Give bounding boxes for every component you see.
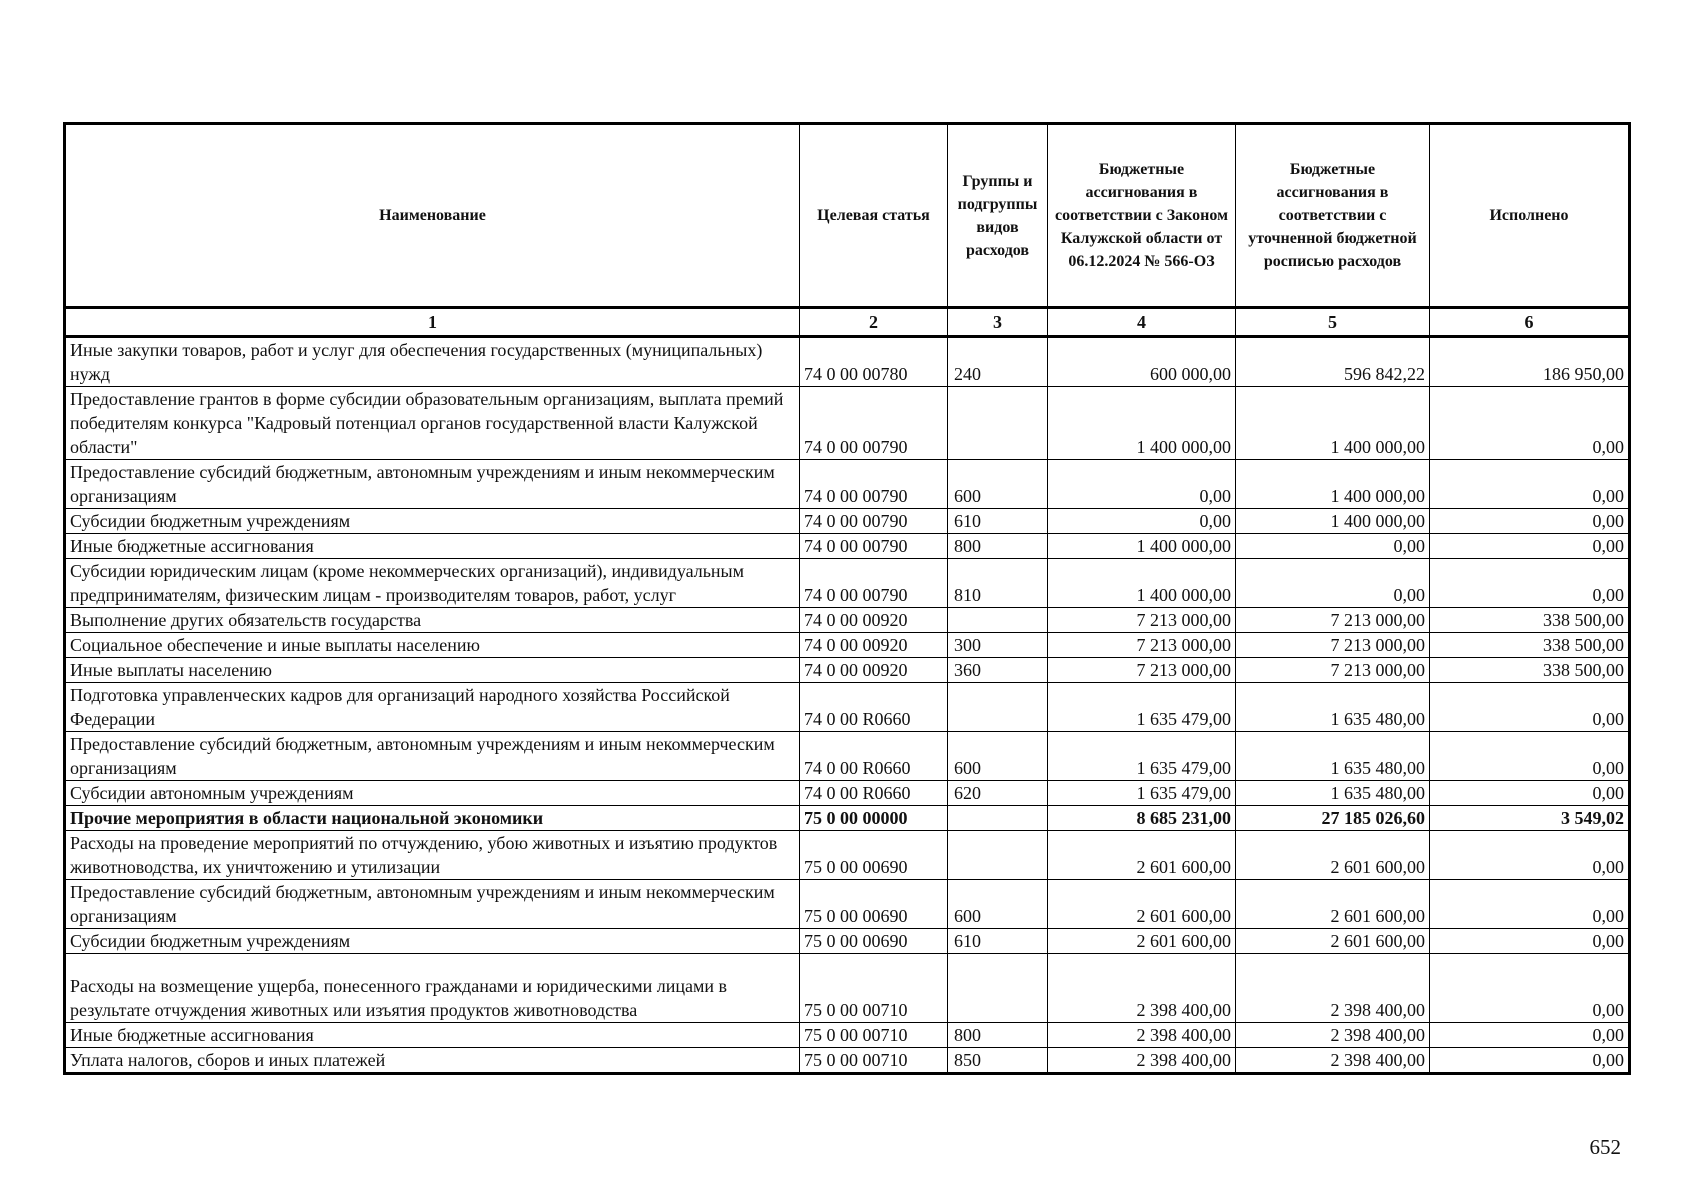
row-law-allocation: 7 213 000,00 — [1048, 658, 1236, 683]
table-row — [65, 658, 1630, 683]
row-expense-group — [948, 806, 1048, 831]
table-row — [65, 633, 1630, 658]
row-refined-allocation: 2 601 600,00 — [1236, 831, 1430, 880]
row-expense-group: 240 — [948, 337, 1048, 387]
row-law-allocation: 2 601 600,00 — [1048, 929, 1236, 954]
row-law-allocation: 7 213 000,00 — [1048, 608, 1236, 633]
row-target-article: 74 0 00 R0660 — [800, 781, 948, 806]
row-expense-group — [948, 608, 1048, 633]
row-name: Расходы на возмещение ущерба, понесенного гражданами и юридическими лицами в результате отчуждения животных или изъятия продуктов животноводства — [65, 954, 800, 1023]
row-expense-group — [948, 387, 1048, 460]
table-row — [65, 954, 1630, 1023]
header-name: Наименование — [65, 124, 800, 308]
row-executed: 0,00 — [1430, 732, 1630, 781]
column-number: 3 — [948, 308, 1048, 337]
row-executed: 0,00 — [1430, 929, 1630, 954]
row-executed: 0,00 — [1430, 781, 1630, 806]
row-executed: 0,00 — [1430, 559, 1630, 608]
table-row — [65, 1048, 1630, 1074]
header-refined-allocations: Бюджетные ассигнования в соответствии с уточненной бюджетной росписью расходов — [1236, 124, 1430, 308]
row-expense-group: 810 — [948, 559, 1048, 608]
row-refined-allocation: 596 842,22 — [1236, 337, 1430, 387]
row-executed: 186 950,00 — [1430, 337, 1630, 387]
row-name: Субсидии юридическим лицам (кроме некоммерческих организаций), индивидуальным предпринимателям, физическим лицам - производителям товаров, работ, услуг — [65, 559, 800, 608]
row-refined-allocation: 1 635 480,00 — [1236, 781, 1430, 806]
row-target-article: 75 0 00 00000 — [800, 806, 948, 831]
row-executed: 0,00 — [1430, 954, 1630, 1023]
row-name: Субсидии бюджетным учреждениям — [65, 929, 800, 954]
column-number: 6 — [1430, 308, 1630, 337]
row-refined-allocation: 2 398 400,00 — [1236, 954, 1430, 1023]
row-target-article: 74 0 00 00790 — [800, 509, 948, 534]
row-expense-group: 620 — [948, 781, 1048, 806]
row-expense-group — [948, 954, 1048, 1023]
row-executed: 0,00 — [1430, 534, 1630, 559]
table-row — [65, 534, 1630, 559]
row-expense-group — [948, 683, 1048, 732]
table-row — [65, 387, 1630, 460]
row-executed: 338 500,00 — [1430, 608, 1630, 633]
row-refined-allocation: 1 400 000,00 — [1236, 387, 1430, 460]
row-refined-allocation: 1 400 000,00 — [1236, 509, 1430, 534]
row-law-allocation: 8 685 231,00 — [1048, 806, 1236, 831]
row-law-allocation: 2 601 600,00 — [1048, 880, 1236, 929]
row-name: Иные выплаты населению — [65, 658, 800, 683]
row-law-allocation: 1 635 479,00 — [1048, 732, 1236, 781]
table-row — [65, 781, 1630, 806]
table-row — [65, 337, 1630, 387]
row-name: Иные бюджетные ассигнования — [65, 534, 800, 559]
row-name: Предоставление субсидий бюджетным, автономным учреждениям и иным некоммерческим организациям — [65, 732, 800, 781]
page-number: 652 — [1589, 1135, 1621, 1159]
row-refined-allocation: 0,00 — [1236, 534, 1430, 559]
row-name: Выполнение других обязательств государства — [65, 608, 800, 633]
row-refined-allocation: 2 601 600,00 — [1236, 880, 1430, 929]
row-target-article: 75 0 00 00710 — [800, 1048, 948, 1074]
row-law-allocation: 2 398 400,00 — [1048, 1048, 1236, 1074]
row-law-allocation: 2 601 600,00 — [1048, 831, 1236, 880]
row-expense-group: 300 — [948, 633, 1048, 658]
row-expense-group: 800 — [948, 534, 1048, 559]
table-row — [65, 683, 1630, 732]
row-target-article: 75 0 00 00690 — [800, 880, 948, 929]
row-target-article: 74 0 00 00790 — [800, 387, 948, 460]
row-law-allocation: 7 213 000,00 — [1048, 633, 1236, 658]
row-executed: 0,00 — [1430, 460, 1630, 509]
row-law-allocation: 1 400 000,00 — [1048, 534, 1236, 559]
row-executed: 0,00 — [1430, 831, 1630, 880]
row-law-allocation: 1 635 479,00 — [1048, 781, 1236, 806]
row-refined-allocation: 7 213 000,00 — [1236, 608, 1430, 633]
row-expense-group: 600 — [948, 460, 1048, 509]
header-target-article: Целевая статья — [800, 124, 948, 308]
row-name: Субсидии бюджетным учреждениям — [65, 509, 800, 534]
row-law-allocation: 1 400 000,00 — [1048, 559, 1236, 608]
row-target-article: 74 0 00 R0660 — [800, 683, 948, 732]
table-row — [65, 831, 1630, 880]
header-row — [65, 124, 1630, 308]
row-target-article: 74 0 00 00920 — [800, 658, 948, 683]
row-expense-group: 600 — [948, 732, 1048, 781]
row-expense-group: 610 — [948, 509, 1048, 534]
row-name: Субсидии автономным учреждениям — [65, 781, 800, 806]
row-law-allocation: 2 398 400,00 — [1048, 1023, 1236, 1048]
row-target-article: 74 0 00 00920 — [800, 633, 948, 658]
table-row — [65, 1023, 1630, 1048]
table-row — [65, 460, 1630, 509]
row-target-article: 74 0 00 00790 — [800, 460, 948, 509]
table-row — [65, 608, 1630, 633]
column-number: 4 — [1048, 308, 1236, 337]
row-law-allocation: 1 400 000,00 — [1048, 387, 1236, 460]
row-target-article: 75 0 00 00710 — [800, 954, 948, 1023]
header-expense-group: Группы и подгруппы видов расходов — [948, 124, 1048, 308]
row-name: Подготовка управленческих кадров для организаций народного хозяйства Российской Федерации — [65, 683, 800, 732]
table-row — [65, 732, 1630, 781]
row-expense-group: 800 — [948, 1023, 1048, 1048]
row-target-article: 75 0 00 00690 — [800, 929, 948, 954]
column-number: 2 — [800, 308, 948, 337]
row-executed: 0,00 — [1430, 509, 1630, 534]
row-refined-allocation: 27 185 026,60 — [1236, 806, 1430, 831]
row-executed: 338 500,00 — [1430, 633, 1630, 658]
row-name: Предоставление субсидий бюджетным, автономным учреждениям и иным некоммерческим организациям — [65, 880, 800, 929]
row-target-article: 74 0 00 R0660 — [800, 732, 948, 781]
row-name: Уплата налогов, сборов и иных платежей — [65, 1048, 800, 1074]
row-executed: 0,00 — [1430, 387, 1630, 460]
row-law-allocation: 1 635 479,00 — [1048, 683, 1236, 732]
table-row — [65, 509, 1630, 534]
row-executed: 0,00 — [1430, 880, 1630, 929]
row-law-allocation: 600 000,00 — [1048, 337, 1236, 387]
row-expense-group: 850 — [948, 1048, 1048, 1074]
row-refined-allocation: 7 213 000,00 — [1236, 633, 1430, 658]
column-number: 1 — [65, 308, 800, 337]
header-executed: Исполнено — [1430, 124, 1630, 308]
row-name: Прочие мероприятия в области национальной экономики — [65, 806, 800, 831]
row-name: Предоставление субсидий бюджетным, автономным учреждениям и иным некоммерческим организациям — [65, 460, 800, 509]
row-name: Предоставление грантов в форме субсидии образовательным организациям, выплата премий победителям конкурса "Кадровый потенциал органов государственной власти Калужской области" — [65, 387, 800, 460]
row-refined-allocation: 2 398 400,00 — [1236, 1023, 1430, 1048]
row-name: Иные закупки товаров, работ и услуг для обеспечения государственных (муниципальных) нужд — [65, 337, 800, 387]
header-law-allocations: Бюджетные ассигнования в соответствии с Законом Калужской области от 06.12.2024 № 566-ОЗ — [1048, 124, 1236, 308]
row-refined-allocation: 1 635 480,00 — [1236, 732, 1430, 781]
row-law-allocation: 0,00 — [1048, 509, 1236, 534]
row-executed: 0,00 — [1430, 683, 1630, 732]
row-executed: 0,00 — [1430, 1023, 1630, 1048]
row-executed: 338 500,00 — [1430, 658, 1630, 683]
table-row — [65, 880, 1630, 929]
table-body — [65, 337, 1630, 1074]
row-refined-allocation: 1 635 480,00 — [1236, 683, 1430, 732]
row-law-allocation: 0,00 — [1048, 460, 1236, 509]
budget-table — [63, 122, 1631, 1075]
table-row — [65, 559, 1630, 608]
row-law-allocation: 2 398 400,00 — [1048, 954, 1236, 1023]
row-target-article: 74 0 00 00790 — [800, 559, 948, 608]
table-row — [65, 806, 1630, 831]
row-expense-group: 610 — [948, 929, 1048, 954]
row-name: Социальное обеспечение и иные выплаты населению — [65, 633, 800, 658]
row-name: Расходы на проведение мероприятий по отчуждению, убою животных и изъятию продуктов животноводства, их уничтожению и утилизации — [65, 831, 800, 880]
row-expense-group — [948, 831, 1048, 880]
row-executed: 0,00 — [1430, 1048, 1630, 1074]
column-number-row — [65, 308, 1630, 337]
row-refined-allocation: 2 398 400,00 — [1236, 1048, 1430, 1074]
row-target-article: 74 0 00 00780 — [800, 337, 948, 387]
column-number: 5 — [1236, 308, 1430, 337]
table-header — [65, 124, 1630, 337]
row-refined-allocation: 7 213 000,00 — [1236, 658, 1430, 683]
table-row — [65, 929, 1630, 954]
row-target-article: 74 0 00 00920 — [800, 608, 948, 633]
row-refined-allocation: 2 601 600,00 — [1236, 929, 1430, 954]
row-name: Иные бюджетные ассигнования — [65, 1023, 800, 1048]
row-target-article: 74 0 00 00790 — [800, 534, 948, 559]
row-expense-group: 360 — [948, 658, 1048, 683]
row-refined-allocation: 0,00 — [1236, 559, 1430, 608]
row-refined-allocation: 1 400 000,00 — [1236, 460, 1430, 509]
row-executed: 3 549,02 — [1430, 806, 1630, 831]
row-target-article: 75 0 00 00710 — [800, 1023, 948, 1048]
row-target-article: 75 0 00 00690 — [800, 831, 948, 880]
row-expense-group: 600 — [948, 880, 1048, 929]
